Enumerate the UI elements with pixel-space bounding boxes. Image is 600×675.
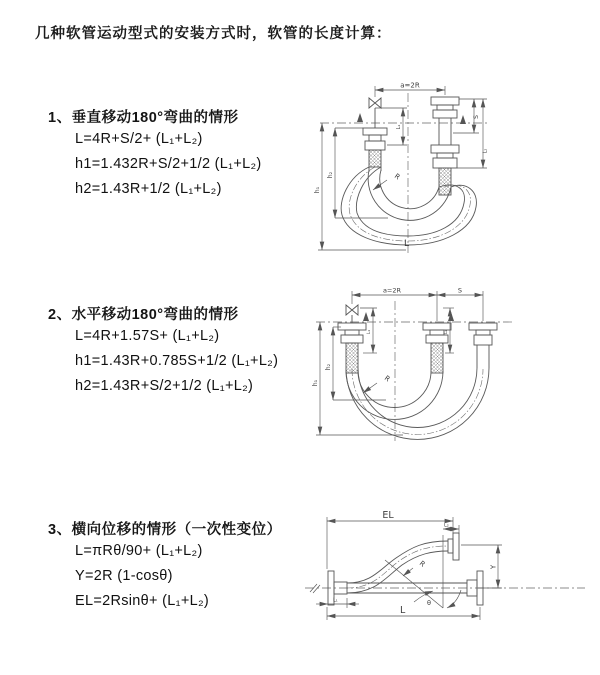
formula-h1: h1=1.432R+S/2+1/2 (L₁+L₂) [75,156,262,172]
section-1-heading: 1、垂直移动180°弯曲的情形 [48,110,239,126]
dimension-l2 [443,308,454,353]
dimension-el [327,510,453,569]
diagram-horizontal-180-bend [308,283,568,458]
movement-arrow-icon [357,113,363,122]
dimension-l1 [316,598,359,609]
section-2-heading: 2、水平移动180°弯曲的情形 [48,307,239,323]
s-curve-hose [347,541,448,593]
radius-callout [363,374,392,393]
diagram-lateral-displacement [300,505,600,645]
radius-label: R [417,559,427,569]
dim-label-l2: L₂ [444,329,449,335]
diagram-vertical-180-bend [308,75,568,255]
dim-label-h1: h₁ [312,379,319,387]
dimension-h1 [314,123,406,250]
section-vertical-180 [48,106,262,202]
right-flange-fitting [431,97,459,195]
left-flange-fitting [363,128,387,172]
dim-label-a2r: a=2R [400,81,420,90]
dim-label-l1: L₁ [396,124,402,130]
dimension-l1 [360,308,377,353]
left-flange-fitting [338,323,366,373]
valve-icon [346,305,358,323]
dim-label-h2: h₂ [325,363,332,371]
radius-callout [373,172,402,190]
formula-EL: EL=2Rsinθ+ (L₁+L₂) [75,593,210,609]
dim-label-a2r: a=2R [382,286,402,295]
dim-label-s: S [457,286,463,295]
dim-label-l1: L₁ [367,329,372,335]
angle-construction [385,535,461,608]
dim-label-l1: L₁ [333,597,338,604]
dim-label-s: S [473,115,480,119]
radius-label: R [392,172,402,182]
formula-L: L=πRθ/90+ (L₁+L₂) [75,543,203,559]
section-lateral-displacement [48,518,282,614]
dimension-l [327,605,480,620]
dim-label-y: Y [489,564,498,570]
top-dimension-a2r [375,82,445,98]
movement-arrow-icon [448,312,454,321]
movement-arrow-icon [363,312,369,321]
section-3-heading: 3、横向位移的情形（一次性变位） [48,522,282,538]
dimension-l2 [443,523,459,535]
angle-label: θ [427,599,431,607]
dim-label-l2: L₂ [482,148,489,154]
valve-icon [369,98,381,128]
formula-L: L=4R+S/2+ (L₁+L₂) [75,131,203,147]
dim-label-h2: h₂ [327,171,334,179]
formula-L: L=4R+1.57S+ (L₁+L₂) [75,328,220,344]
dim-label-l2: L₂ [444,522,449,529]
dimension-h2 [327,128,388,218]
dimension-s [453,99,489,168]
formula-h2: h2=1.43R+1/2 (L₁+L₂) [75,181,222,197]
formula-h2: h2=1.43R+S/2+1/2 (L₁+L₂) [75,378,254,394]
hose-loops [346,368,489,439]
formula-h1: h1=1.43R+0.785S+1/2 (L₁+L₂) [75,353,279,369]
displaced-flange-fitting [448,533,459,560]
hose-loop [341,167,476,245]
dimension-l1 [375,108,407,145]
dim-label-el: EL [382,510,394,521]
movement-arrow-icon [460,115,466,124]
formula-Y: Y=2R (1-cosθ) [75,568,173,584]
break-mark [310,584,320,593]
page-title: 几种软管运动型式的安装方式时，软管的长度计算： [35,26,392,42]
section-horizontal-180 [48,303,278,399]
dim-label-l: L [400,605,406,616]
length-label: L [404,239,410,249]
top-dimensions [352,287,483,322]
radius-label: R [382,374,392,384]
dim-label-h1: h₁ [314,186,321,194]
displaced-flange-fitting [469,323,497,368]
